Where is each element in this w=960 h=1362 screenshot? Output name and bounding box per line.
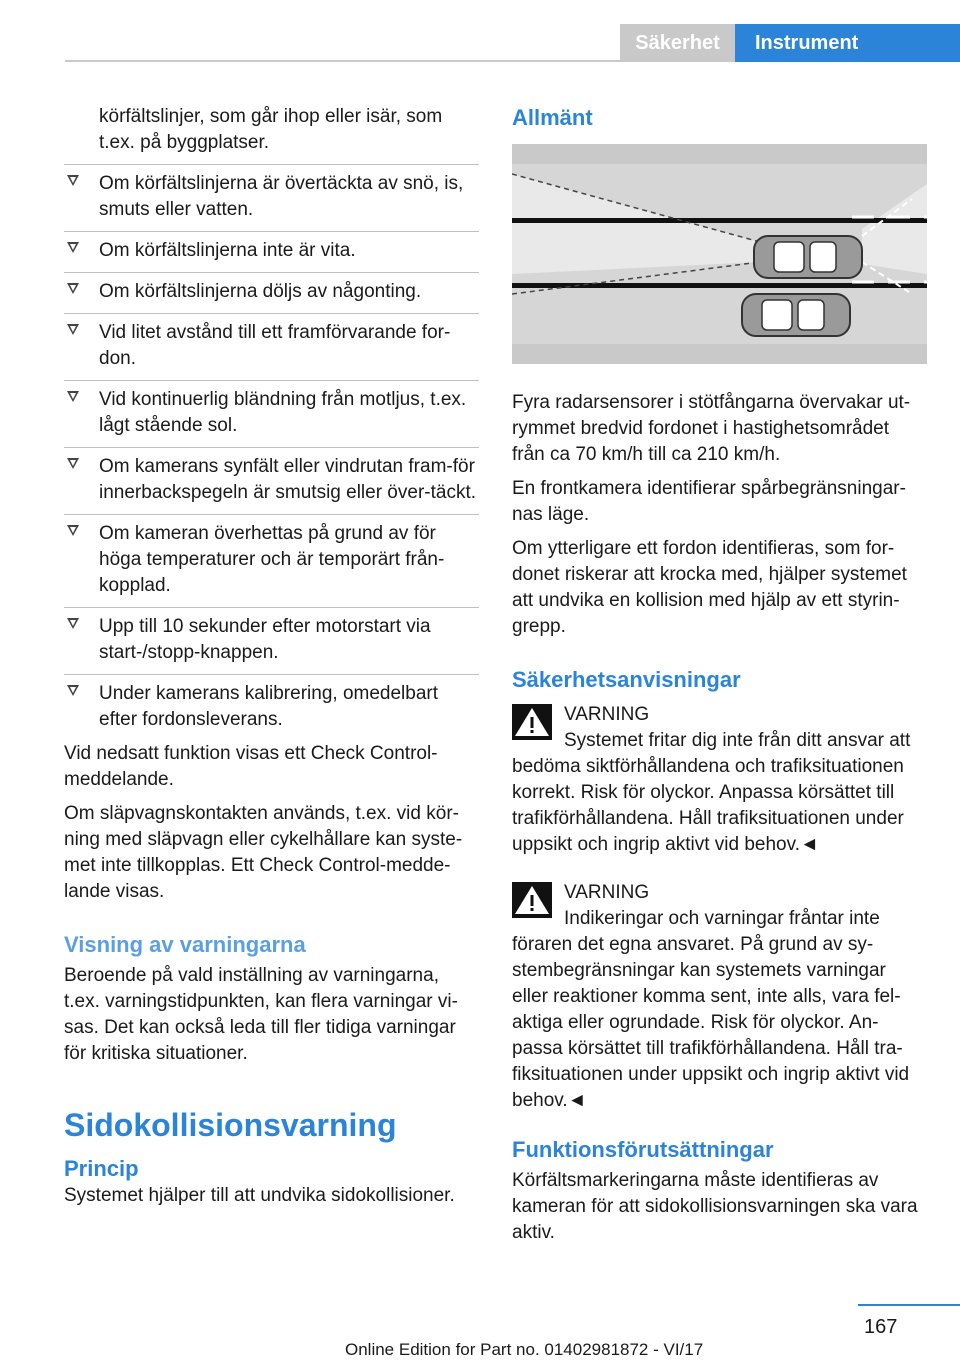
page-number: 167: [864, 1316, 898, 1338]
princip-heading: Princip: [64, 1156, 139, 1181]
visning-text: Beroende på vald inställning av varningarna, t.ex. varningstidpunkten, kan flera varningar vi-sas. Det kan också leda till fler tidiga varningar för kritiska situationer.: [64, 965, 458, 1064]
safety-heading: Säkerhetsanvisningar: [512, 667, 741, 692]
triangle-bullet-icon: [67, 618, 79, 629]
triangle-bullet-icon: [67, 324, 79, 335]
list-item: Om kamerans synfält eller vindrutan fram-för innerbackspegeln är smutsig eller över-täckt.: [64, 447, 479, 514]
warning-text: Systemet fritar dig inte från ditt ansvar att bedöma siktförhållandena och trafiksituationen korrekt. Risk för olyckor. Anpassa körsättet till trafikförhållandena. Håll trafiksituationen under uppsikt och ingrip aktivt vid behov.◄: [512, 730, 911, 855]
list-item: Om körfältslinjerna är övertäckta av snö, is, smuts eller vatten.: [64, 164, 479, 231]
list-item: Under kamerans kalibrering, omedelbart efter fordonsleverans.: [64, 674, 479, 741]
triangle-bullet-icon: [67, 391, 79, 402]
camera-text: En frontkamera identifierar spårbegränsningar-nas läge.: [512, 478, 906, 525]
car-upper-icon: [754, 236, 862, 278]
function-heading: Funktionsförutsättningar: [512, 1137, 774, 1162]
intro-text: körfältslinjer, som går ihop eller isär, som t.ex. på byggplatser.: [99, 106, 443, 153]
edition-footer: Online Edition for Part no. 01402981872 - VI/17: [345, 1340, 704, 1359]
warning-triangle-icon: [512, 704, 552, 740]
car-lower-icon: [742, 294, 850, 336]
warning-text: Indikeringar och varningar fråntar inte föraren det egna ansvaret. På grund av sy-stembegränsningar kan systemets varningar eller reaktioner komma sent, inte alls, vara fel-aktiga eller ogrundade. Risk för olyckor. An-passa körsättet till trafikförhållandena. Håll tra-fiksituationen under uppsikt och ingrip aktivt vid behov.◄: [512, 908, 910, 1111]
function-text: Körfältsmarkeringarna måste identifieras av kameran för att sidokollisionsvarningen ska vara aktiv.: [512, 1170, 918, 1243]
left-column: [64, 104, 479, 1217]
section-title: Sidokollisionsvarning: [64, 1107, 397, 1143]
warning-title: VARNING: [564, 704, 650, 725]
visning-heading: Visning av varningarna: [64, 932, 306, 957]
list-item: Vid kontinuerlig bländning från motljus, t.ex. lågt stående sol.: [64, 380, 479, 447]
princip-text: Systemet hjälper till att undvika sidokollisioner.: [64, 1185, 455, 1206]
right-column: [512, 104, 927, 1254]
triangle-bullet-icon: [67, 685, 79, 696]
chapter-tab[interactable]: Instrument: [735, 24, 960, 62]
warning-triangle-icon: [512, 882, 552, 918]
triangle-bullet-icon: [67, 458, 79, 469]
triangle-bullet-icon: [67, 525, 79, 536]
triangle-bullet-icon: [67, 175, 79, 186]
warning-block: [512, 880, 927, 1114]
check-control-text: Vid nedsatt funktion visas ett Check Control-meddelande.: [64, 743, 438, 790]
collision-text: Om ytterligare ett fordon identifieras, som for-donet riskerar att krocka med, hjälper systemet att undvika en kollision med hjälp av ett styrin-grepp.: [512, 538, 907, 637]
footer-rule: [858, 1304, 960, 1306]
warning-block: [512, 702, 927, 858]
warning-title: VARNING: [564, 882, 650, 903]
side-collision-illustration: [512, 144, 927, 364]
list-item: Om körfältslinjerna döljs av någonting.: [64, 272, 479, 313]
section-tab[interactable]: Säkerhet: [620, 24, 735, 62]
list-item: Vid litet avstånd till ett framförvarande for-don.: [64, 313, 479, 380]
list-item: Upp till 10 sekunder efter motorstart via start-/stopp-knappen.: [64, 607, 479, 674]
allmant-heading: Allmänt: [512, 105, 593, 130]
triangle-bullet-icon: [67, 242, 79, 253]
limitations-list: [64, 164, 479, 741]
triangle-bullet-icon: [67, 283, 79, 294]
list-item: Om körfältslinjerna inte är vita.: [64, 231, 479, 272]
trailer-text: Om släpvagnskontakten används, t.ex. vid kör-ning med släpvagn eller cykelhållare kan syste-met inte tillkopplas. Ett Check Control-medde-lande visas.: [64, 803, 463, 902]
list-item: Om kameran överhettas på grund av för höga temperaturer och är temporärt från-kopplad.: [64, 514, 479, 607]
radar-text: Fyra radarsensorer i stötfångarna övervakar ut-rymmet bredvid fordonet i hastighetsområdet från ca 70 km/h till ca 210 km/h.: [512, 392, 911, 465]
